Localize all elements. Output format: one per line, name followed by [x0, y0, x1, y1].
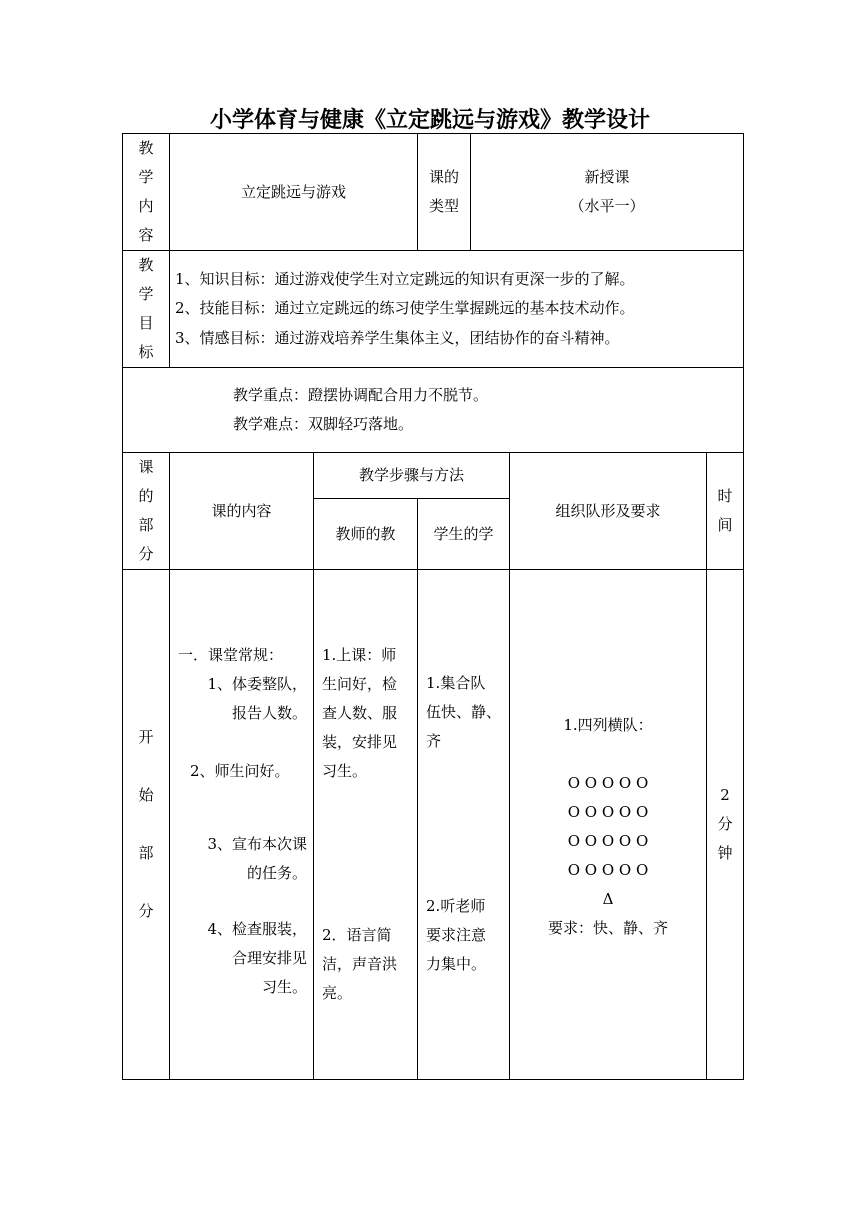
- teaching-content-value: 立定跳远与游戏: [170, 134, 418, 251]
- header-steps-methods: 教学步骤与方法: [314, 453, 510, 499]
- teaching-goals-list: [170, 251, 744, 368]
- formation-row: O O O O O: [567, 832, 649, 850]
- header-row-1: [123, 453, 744, 499]
- lesson-type-value: 新授课 （水平一）: [569, 168, 645, 215]
- header-organization: 组织队形及要求: [510, 453, 707, 570]
- teacher-step-1: 1.上课：师 生问好，检 查人数、服 装，安排见 习生。: [322, 646, 398, 780]
- formation-title: 1.四列横队：: [563, 716, 653, 734]
- formation-row: O O O O O: [567, 774, 649, 792]
- start-organization-cell: [510, 570, 707, 1080]
- content-item-1: 1、体委整队， 报告人数。: [207, 675, 307, 722]
- row-start-section: [123, 570, 744, 1080]
- teacher-step-2: 2．语言简 洁，声音洪 亮。: [322, 926, 398, 1002]
- goal-emotion: 3、情感目标：通过游戏培养学生集体主义，团结协作的奋斗精神。: [175, 328, 620, 347]
- label-teaching-content: 教 学 内 容: [123, 134, 170, 251]
- header-time: 时 间: [707, 453, 744, 570]
- header-section: 课 的 部 分: [123, 453, 170, 570]
- formation-requirement: 要求：快、静、齐: [548, 919, 669, 937]
- student-step-2: 2.听老师 要求注意 力集中。: [426, 897, 487, 973]
- start-section-label: 开 始 部 分: [123, 570, 170, 1080]
- content-item-2: 2、师生问好。: [190, 762, 290, 780]
- start-teacher-cell: [314, 570, 418, 1080]
- label-lesson-type: 课的 类型: [418, 134, 471, 250]
- header-content: 课的内容: [170, 453, 314, 570]
- row-teaching-goals: [123, 251, 744, 368]
- content-heading: 一．课堂常规：: [178, 646, 284, 664]
- goal-knowledge: 1、知识目标：通过游戏使学生对立定跳远的知识有更深一步的了解。: [175, 269, 635, 288]
- content-item-4: 4、检查服装， 合理安排见 习生。: [207, 920, 307, 996]
- row-key-points: [123, 368, 744, 453]
- formation-row: O O O O O: [567, 803, 649, 821]
- start-content-cell: [170, 570, 314, 1080]
- document-title: 小学体育与健康《立定跳远与游戏》教学设计: [209, 108, 650, 133]
- content-item-3: 3、宣布本次课 的任务。: [207, 835, 307, 882]
- header-teacher: 教师的教: [314, 499, 418, 570]
- header-student: 学生的学: [418, 499, 510, 570]
- row-teaching-content: [123, 134, 744, 251]
- teacher-position-mark: Δ: [602, 890, 614, 908]
- lesson-plan-table: [122, 133, 744, 1080]
- label-teaching-goals: 教 学 目 标: [123, 251, 170, 368]
- start-time: 2 分 钟: [707, 570, 744, 1080]
- teaching-difficulty: 教学难点：双脚轻巧落地。: [233, 415, 414, 433]
- formation-row: O O O O O: [567, 861, 649, 879]
- teaching-focus: 教学重点：蹬摆协调配合用力不脱节。: [233, 386, 489, 404]
- student-step-1: 1.集合队 伍快、静、 齐: [426, 674, 502, 750]
- goal-skill: 2、技能目标：通过立定跳远的练习使学生掌握跳远的基本技术动作。: [175, 299, 635, 318]
- start-student-cell: [418, 570, 510, 1080]
